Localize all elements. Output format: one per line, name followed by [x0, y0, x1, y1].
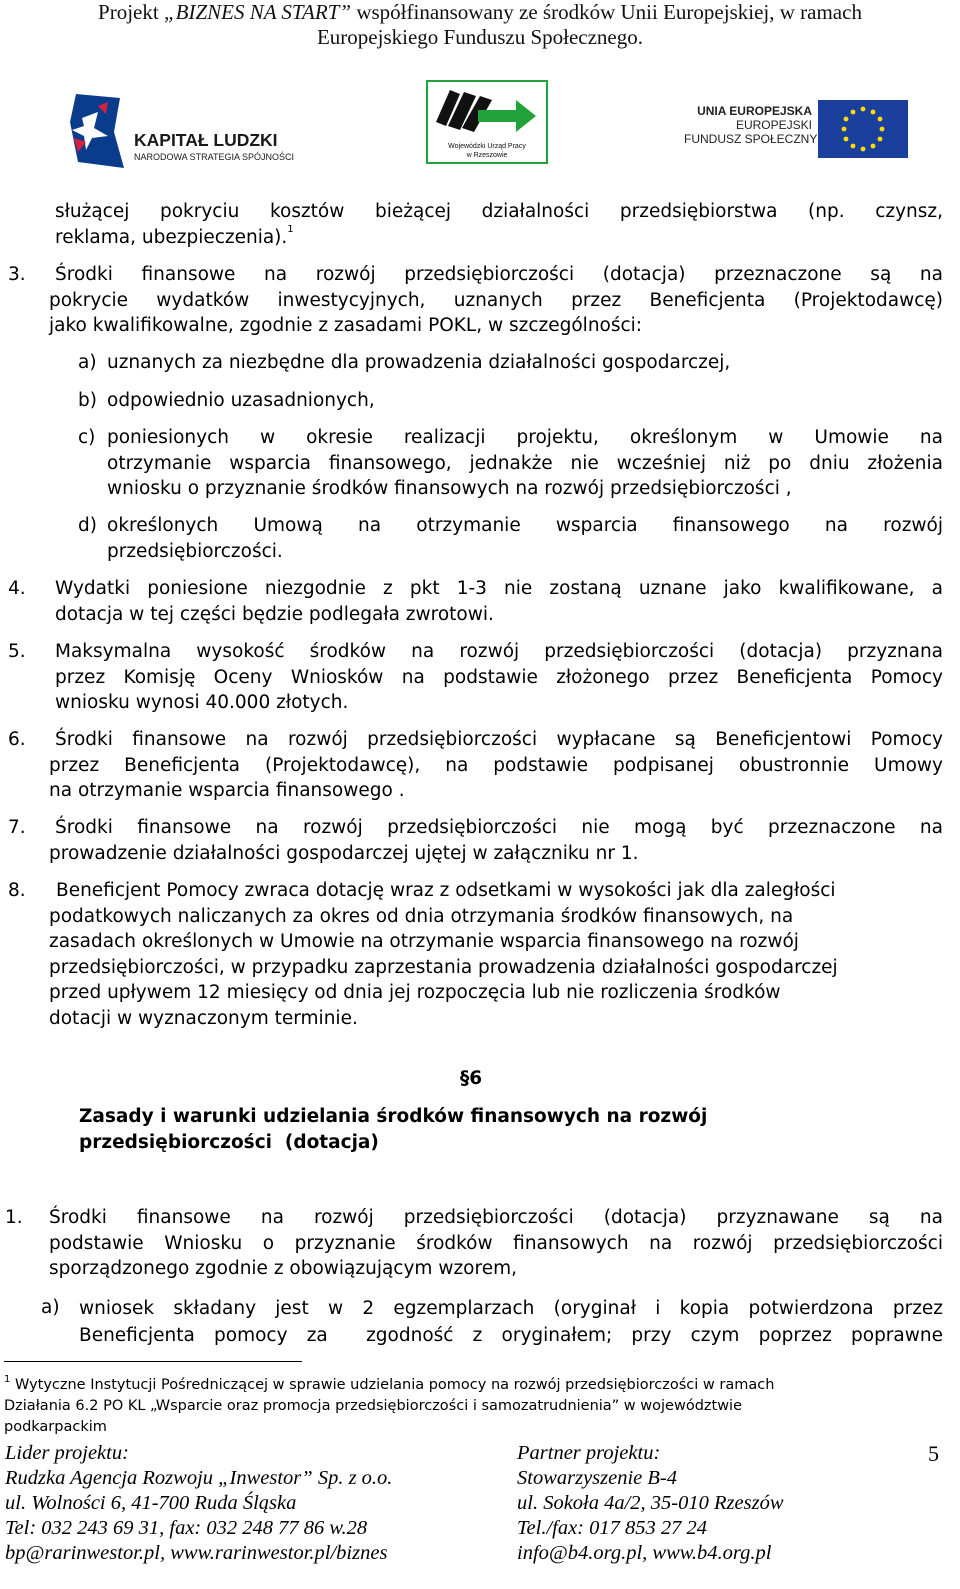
eu-line-2: EUROPEJSKI [735, 118, 812, 132]
footer-lead-partner: Lider projektu: Rudzka Agencja Rozwoju „Inwestor” Sp. z o.o. ul. Wolności 6, 41-700 Ruda Śląska Tel: 032 243 69 31, fax: 032 248 77 86 w.28 bp@rarinwestor.pl, www.rarinwestor.pl/biznes [5, 1442, 393, 1564]
item-6: Środki finansowe na rozwój przedsiębiorczości wypłacane są Beneficjentowi Pomocy przez Beneficjenta (Projektodawcę), na podstawie podpisanej obustronnie Umowy na otrzymanie wsparcia finansowego . [49, 729, 943, 801]
sub-d: określonych Umową na otrzymanie wsparcia finansowego na rozwój przedsiębiorczości. [107, 515, 943, 562]
header-line-1: Projekt „BIZNES NA START” współfinansowany ze środków Unii Europejskiej, w ramach [98, 0, 862, 24]
footnote: $^1$ Wytyczne Instytucji Pośredniczącej w sprawie udzielania pomocy na rozwój przedsiębiorczości w ramach Działania 6.2 PO KL „Wsparcie oraz promocja przedsiębiorczości i samozatrudnienia” w województwie podkarpackim [4, 1374, 775, 1435]
item-6-number: 6. [8, 729, 26, 750]
footnote-number: 1 [4, 1374, 11, 1385]
item-5: Maksymalna wysokość środków na rozwój przedsiębiorczości (dotacja) przyznana przez Komisję Oceny Wniosków na podstawie złożonego przez Beneficjenta Pomocy wniosku wynosi 40.000 złotych. [55, 641, 943, 713]
footnote-ref: 1 [287, 223, 294, 235]
sub-a-label: a) [78, 352, 97, 373]
wup-rzeszow-logo [426, 80, 548, 164]
page-number: 5 [928, 1441, 939, 1466]
kapital-ludzki-subtitle: NARODOWA STRATEGIA SPÓJNOŚCI [134, 152, 295, 162]
page-header [0, 0, 960, 50]
header-line-2: Europejskiego Funduszu Społecznego. [316, 25, 644, 49]
eu-logo [676, 100, 916, 164]
logo-bar [0, 78, 960, 178]
sub-c: poniesionych w okresie realizacji projektu, określonym w Umowie na otrzymanie wsparcia finansowego, jednakże nie wcześniej niż po dniu złożenia wniosku o przyznanie środków finansowych na rozwój przedsiębiorczości , [107, 427, 943, 499]
sub-c-label: c) [78, 427, 96, 448]
item-7-number: 7. [8, 817, 26, 838]
section-symbol: §6 [460, 1068, 483, 1089]
eu-line-3: FUNDUSZ SPOŁECZNY [684, 132, 818, 146]
item-4-number: 4. [8, 578, 26, 599]
sub-d-label: d) [78, 515, 97, 536]
wup-line-1: Wojewódzki Urząd Pracy [448, 143, 526, 150]
wup-line-2: w Rzeszowie [466, 152, 508, 159]
section-title: Zasady i warunki udzielania środków finansowych na rozwój przedsiębiorczości (dotacja) [79, 1106, 708, 1153]
kapital-ludzki-logo [68, 92, 308, 172]
footer-partner: Partner projektu: Stowarzyszenie B-4 ul. Sokoła 4a/2, 35-010 Rzeszów Tel./fax: 017 853 27 24 info@b4.org.pl, www.b4.org.pl [517, 1442, 784, 1564]
item-4: Wydatki poniesione niezgodnie z pkt 1-3 nie zostaną uznane jako kwalifikowane, a dotacja w tej części będzie podlegała zwrotowi. [55, 578, 943, 625]
footnote-separator [4, 1361, 302, 1362]
item-8-number: 8. [8, 880, 26, 901]
project-name: „BIZNES NA START” [163, 0, 352, 24]
section-item-1: Środki finansowe na rozwój przedsiębiorczości (dotacja) przyznawane są na podstawie Wniosku o przyznanie środków finansowych na rozwój przedsiębiorczości sporządzonego zgodnie z obowiązującym wzorem, [49, 1207, 943, 1279]
continuation-paragraph: służącej pokryciu kosztów bieżącej działalności przedsiębiorstwa (np. czynsz, reklama, ubezpieczenia).$^1$ [55, 201, 943, 248]
item-7: Środki finansowe na rozwój przedsiębiorczości nie mogą być przeznaczone na prowadzenie działalności gospodarczej ujętej w załączniku nr 1. [49, 817, 943, 864]
item-3-number: 3. [8, 264, 26, 285]
item-5-number: 5. [8, 641, 26, 662]
footer-partner-contact: info@b4.org.pl, www.b4.org.pl [517, 1542, 772, 1564]
kapital-ludzki-emblem-icon [68, 92, 128, 170]
kapital-ludzki-title: KAPITAŁ LUDZKI [134, 130, 278, 150]
sub-b-label: b) [78, 390, 97, 411]
eu-line-1: UNIA EUROPEJSKA [697, 104, 812, 118]
item-3: Środki finansowe na rozwój przedsiębiorczości (dotacja) przeznaczone są na pokrycie wydatków inwestycyjnych, uznanych przez Beneficjenta (Projektodawcę) jako kwalifikowalne, zgodnie z zasadami POKL, w szczególności: [49, 264, 943, 336]
wup-cards-arrow-icon [428, 82, 546, 138]
section-item-1-number: 1. [5, 1207, 23, 1228]
sub-a: uznanych za niezbędne dla prowadzenia działalności gospodarczej, [107, 352, 731, 373]
eu-flag-icon [818, 100, 908, 158]
section-sub-a: wniosek składany jest w 2 egzemplarzach (oryginał i kopia potwierdzona przez Beneficjenta pomocy za zgodność z oryginałem; przy czym poprzez poprawne [79, 1298, 943, 1346]
sub-b: odpowiednio uzasadnionych, [107, 390, 375, 411]
footer-lead-contact: bp@rarinwestor.pl, www.rarinwestor.pl/biznes [5, 1542, 388, 1564]
section-sub-a-label: a) [41, 1297, 60, 1318]
item-8: Beneficjent Pomocy zwraca dotację wraz z odsetkami w wysokości jak dla zaległości podatkowych naliczanych za okres od dnia otrzymania środków finansowych, na zasadach określonych w Umowie na otrzymanie wsparcia finansowego na rozwój przedsiębiorczości, w przypadku zaprzestania prowadzenia działalności gospodarczej przed upływem 12 miesięcy od dnia jej rozpoczęcia lub nie rozliczenia środków dotacji w wyznaczonym terminie. [49, 880, 838, 1029]
